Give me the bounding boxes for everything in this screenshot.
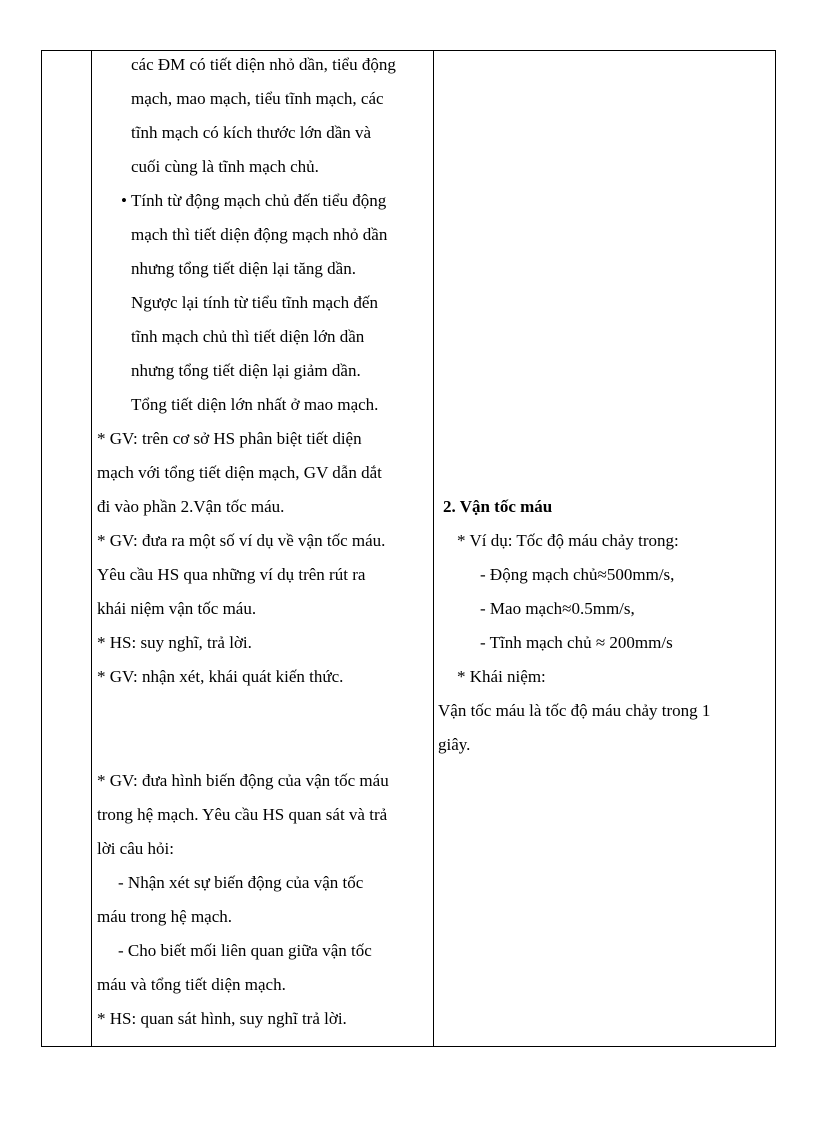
middle-line-16: Yêu cầu HS qua những ví dụ trên rút ra <box>97 565 366 584</box>
right-line-5: * Khái niệm: <box>457 667 546 686</box>
middle-line-27: * HS: quan sát hình, suy nghĩ trả lời. <box>97 1009 347 1028</box>
middle-line-1: các ĐM có tiết diện nhỏ dần, tiểu động <box>131 55 396 74</box>
middle-line-9: tĩnh mạch chủ thì tiết diện lớn dần <box>131 327 365 346</box>
middle-line-24: máu trong hệ mạch. <box>97 907 233 926</box>
column-divider-left <box>91 51 92 1046</box>
column-divider-right <box>433 51 434 1046</box>
right-line-4: - Tĩnh mạch chủ ≈ 200mm/s <box>480 633 673 652</box>
middle-line-6: mạch thì tiết diện động mạch nhỏ dần <box>131 225 388 244</box>
right-line-7: giây. <box>438 735 471 754</box>
right-line-3: - Mao mạch≈0.5mm/s, <box>480 599 635 618</box>
middle-line-14: đi vào phần 2.Vận tốc máu. <box>97 497 285 516</box>
middle-line-13: mạch với tổng tiết diện mạch, GV dẫn dắt <box>97 463 382 482</box>
middle-line-8: Ngược lại tính từ tiểu tĩnh mạch đến <box>131 293 378 312</box>
middle-line-3: tĩnh mạch có kích thước lớn dần và <box>131 123 372 142</box>
middle-line-15: * GV: đưa ra một số ví dụ về vận tốc máu. <box>97 531 386 550</box>
middle-line-23: - Nhận xét sự biến động của vận tốc <box>118 873 364 892</box>
middle-line-19: * GV: nhận xét, khái quát kiến thức. <box>97 667 344 686</box>
middle-line-11: Tổng tiết diện lớn nhất ở mao mạch. <box>131 395 379 414</box>
middle-line-7: nhưng tổng tiết diện lại tăng dần. <box>131 259 356 278</box>
middle-line-5: Tính từ động mạch chủ đến tiểu động <box>131 191 387 210</box>
middle-line-12: * GV: trên cơ sở HS phân biệt tiết diện <box>97 429 362 448</box>
middle-line-10: nhưng tổng tiết diện lại giảm dần. <box>131 361 361 380</box>
middle-line-21: trong hệ mạch. Yêu cầu HS quan sát và trả <box>97 805 388 824</box>
middle-line-17: khái niệm vận tốc máu. <box>97 599 257 618</box>
bullet-icon: • <box>121 191 127 210</box>
right-line-6: Vận tốc máu là tốc độ máu chảy trong 1 <box>438 701 711 720</box>
middle-line-25: - Cho biết mối liên quan giữa vận tốc <box>118 941 372 960</box>
middle-line-2: mạch, mao mạch, tiểu tĩnh mạch, các <box>131 89 384 108</box>
middle-line-20: * GV: đưa hình biến động của vận tốc máu <box>97 771 389 790</box>
section-heading: 2. Vận tốc máu <box>443 497 553 516</box>
middle-line-18: * HS: suy nghĩ, trả lời. <box>97 633 252 652</box>
middle-line-22: lời câu hỏi: <box>97 839 174 858</box>
middle-line-4: cuối cùng là tĩnh mạch chủ. <box>131 157 319 176</box>
right-line-1: * Ví dụ: Tốc độ máu chảy trong: <box>457 531 679 550</box>
right-line-2: - Động mạch chủ≈500mm/s, <box>480 565 675 584</box>
middle-line-26: máu và tổng tiết diện mạch. <box>97 975 286 994</box>
